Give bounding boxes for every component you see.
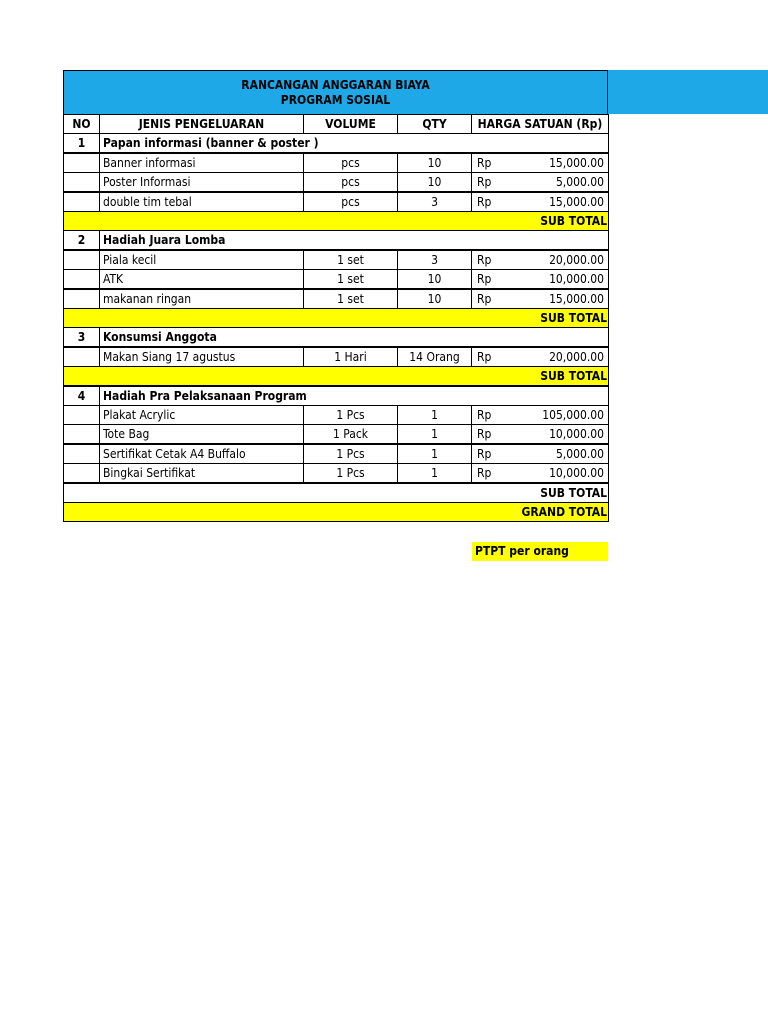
item-harga: 15,000.00 [549,156,604,170]
item-volume: pcs [303,172,398,192]
item-no-cell [63,405,100,425]
subtotal-row: SUB TOTAL [63,483,609,503]
item-jenis: makanan ringan [99,289,304,309]
item-jenis: double tim tebal [99,192,304,212]
item-qty: 1 [397,405,472,425]
item-currency: Rp [477,466,492,480]
item-currency: Rp [477,427,492,441]
item-no-cell [63,172,100,192]
section-number: 1 [63,133,100,153]
item-harga: 20,000.00 [549,253,604,267]
item-jenis: ATK [99,269,304,289]
item-harga-cell [471,153,609,173]
item-no-cell [63,250,100,270]
item-currency: Rp [477,253,492,267]
item-no-cell [63,444,100,464]
item-jenis: Poster Informasi [99,172,304,192]
title-cell [63,70,608,114]
item-harga: 105,000.00 [542,408,604,422]
item-no-cell [63,269,100,289]
item-volume: 1 Pack [303,424,398,444]
item-currency: Rp [477,447,492,461]
item-jenis: Makan Siang 17 agustus [99,347,304,367]
item-no-cell [63,192,100,212]
item-volume: 1 set [303,250,398,270]
item-harga: 10,000.00 [549,466,604,480]
item-no-cell [63,347,100,367]
section-number: 4 [63,386,100,406]
section-title: Konsumsi Anggota [99,327,609,347]
item-no-cell [63,289,100,309]
item-qty: 1 [397,424,472,444]
item-qty: 10 [397,269,472,289]
item-harga: 15,000.00 [549,195,604,209]
item-qty: 1 [397,444,472,464]
item-currency: Rp [477,195,492,209]
subtotal-row: SUB TOTAL [63,308,609,328]
item-currency: Rp [477,292,492,306]
item-harga-cell [471,289,609,309]
item-harga: 5,000.00 [555,175,604,189]
item-currency: Rp [477,156,492,170]
item-qty: 10 [397,153,472,173]
item-harga-cell [471,424,609,444]
item-volume: 1 Pcs [303,444,398,464]
item-harga: 15,000.00 [549,292,604,306]
item-qty: 3 [397,250,472,270]
item-jenis: Banner informasi [99,153,304,173]
item-jenis: Bingkai Sertifikat [99,463,304,483]
title-line-1: RANCANGAN ANGGARAN BIAYA [241,78,430,92]
item-volume: pcs [303,192,398,212]
title-line-2: PROGRAM SOSIAL [280,93,391,107]
item-volume: 1 Hari [303,347,398,367]
item-no-cell [63,424,100,444]
subtotal-row: SUB TOTAL [63,211,609,231]
section-number: 2 [63,230,100,250]
section-title: Hadiah Juara Lomba [99,230,609,250]
header-harga: HARGA SATUAN (Rp) [471,114,609,134]
item-jenis: Sertifikat Cetak A4 Buffalo [99,444,304,464]
item-jenis: Tote Bag [99,424,304,444]
item-qty: 3 [397,192,472,212]
section-title: Papan informasi (banner & poster ) [99,133,609,153]
item-jenis: Piala kecil [99,250,304,270]
item-volume: 1 set [303,289,398,309]
item-harga-cell [471,192,609,212]
item-qty: 10 [397,289,472,309]
item-harga-cell [471,172,609,192]
item-harga-cell [471,463,609,483]
item-no-cell [63,153,100,173]
ptpt-label: PTPT per orang [472,542,608,561]
item-qty: 1 [397,463,472,483]
item-harga-cell [471,444,609,464]
item-currency: Rp [477,408,492,422]
section-number: 3 [63,327,100,347]
item-harga-cell [471,269,609,289]
item-harga: 20,000.00 [549,350,604,364]
item-harga: 5,000.00 [555,447,604,461]
item-currency: Rp [477,272,492,286]
item-volume: 1 Pcs [303,463,398,483]
header-qty: QTY [397,114,472,134]
item-currency: Rp [477,175,492,189]
item-jenis: Plakat Acrylic [99,405,304,425]
item-harga-cell [471,405,609,425]
header-volume: VOLUME [303,114,398,134]
item-volume: 1 set [303,269,398,289]
section-title: Hadiah Pra Pelaksanaan Program [99,386,609,406]
item-harga: 10,000.00 [549,272,604,286]
item-no-cell [63,463,100,483]
subtotal-row: SUB TOTAL [63,366,609,386]
grand-total-row: GRAND TOTAL [63,502,609,522]
header-jenis: JENIS PENGELUARAN [99,114,304,134]
item-currency: Rp [477,350,492,364]
item-volume: 1 Pcs [303,405,398,425]
item-qty: 10 [397,172,472,192]
item-harga-cell [471,347,609,367]
item-volume: pcs [303,153,398,173]
item-harga-cell [471,250,609,270]
header-no: NO [63,114,100,134]
item-harga: 10,000.00 [549,427,604,441]
item-qty: 14 Orang [397,347,472,367]
